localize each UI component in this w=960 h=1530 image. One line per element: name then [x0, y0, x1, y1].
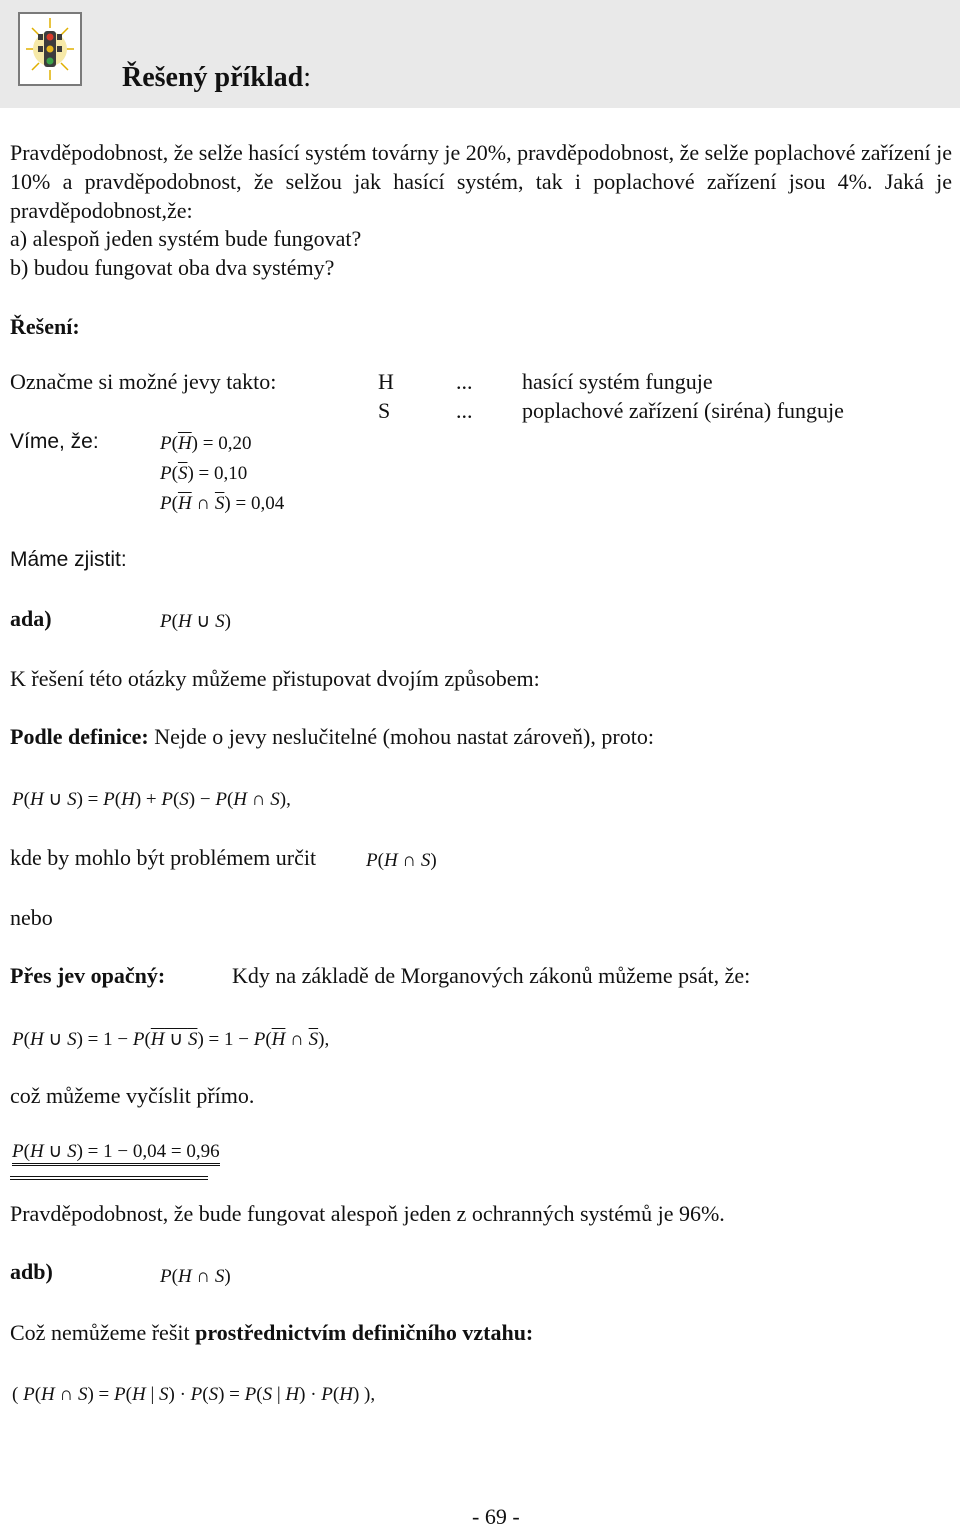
result-values: 1 − 0,04 = 0,96	[103, 1141, 220, 1162]
problem-text: kde by mohlo být problémem určit	[10, 845, 317, 870]
definition-line	[10, 724, 654, 750]
complement-label: Přes jev opačný:	[10, 963, 166, 988]
known-label: Víme, že:	[10, 430, 99, 453]
formula-de-morgan: P(H ∪ S) = 1 − P(H ∪ $S) = 1 - P(\overline{H}$ ∩ $\overline{S}$),	[12, 1029, 330, 1050]
cannot-line	[10, 1320, 533, 1346]
event-s-dots: ...	[456, 398, 473, 423]
formula-union-definition: P(H ∪ S) = P(H) + P(S) − P(H ∩ S),	[12, 789, 291, 810]
question-a: a) alespoň jeden systém bude fungovat?	[10, 226, 362, 251]
find-label: Máme zjistit:	[10, 548, 127, 571]
formula-p-intersection-b: P(H ∩ S)	[160, 1266, 231, 1287]
or-text: nebo	[10, 905, 53, 930]
cannot-text: Což nemůžeme řešit	[10, 1320, 190, 1345]
part-a-label: ada)	[10, 606, 52, 631]
conclusion-text: Pravděpodobnost, že bude fungovat alespoň jeden z ochranných systémů je 96%.	[10, 1201, 725, 1226]
events-intro: Označme si možné jevy takto:	[10, 369, 277, 394]
complement-text: Kdy na základě de Morganových zákonů můžeme psát, že:	[232, 963, 751, 988]
page-title: Řešený příklad:	[122, 62, 312, 93]
event-h-symbol: H	[378, 369, 394, 394]
question-b: b) budou fungovat oba dva systémy?	[10, 255, 335, 280]
example-badge	[18, 12, 82, 86]
page-number: - 69 -	[472, 1504, 520, 1529]
event-h-dots: ...	[456, 369, 473, 394]
traffic-light-icon	[20, 14, 80, 84]
result-double-rule	[10, 1176, 208, 1180]
solution-heading: Řešení:	[10, 314, 80, 339]
formula-p-not-h-and-not-s: $P(\overline{H}$ ∩ $\overline{S}) = 0,04$	[160, 493, 285, 514]
formula-result: P(H ∪ S) = 1 − 0,04 = 0,96	[12, 1140, 220, 1163]
formula-p-not-s: $P(\overline{S}) = 0,10$	[160, 463, 248, 484]
part-b-label: adb)	[10, 1259, 53, 1284]
event-h-desc: hasící systém funguje	[522, 369, 713, 394]
formula-p-union: P(H ∪ S)	[160, 611, 231, 632]
formula-conditional: ( P(H ∩ S) = P(H | S) · P(S) = P(S | H) · P(H) ),	[12, 1384, 376, 1405]
definition-text: Nejde o jevy neslučitelné (mohou nastat zároveň), proto:	[154, 724, 654, 749]
example-header	[0, 0, 960, 108]
definition-label: Podle definice:	[10, 724, 149, 749]
known-value-2: 0,10	[213, 463, 248, 484]
event-s-desc: poplachové zařízení (siréna) funguje	[522, 398, 844, 423]
event-s-symbol: S	[378, 398, 391, 423]
known-value-3: 0,04	[250, 493, 285, 514]
formula-p-intersection: P(H ∩ S)	[366, 850, 437, 871]
problem-statement: Pravděpodobnost, že selže hasící systém továrny je 20%, pravděpodobnost, že selže poplachové zařízení je 10% a pravděpodobnost, že selžou jak hasící systém, tak i poplachové zařízení jsou 4%. Jaká je pravděpodobnost,že:	[10, 140, 953, 223]
formula-p-not-h: $P(\overline{H}) = 0,20$	[160, 433, 252, 454]
approach-intro: K řešení této otázky můžeme přistupovat dvojím způsobem:	[10, 666, 540, 691]
cannot-bold: prostřednictvím definičního vztahu:	[195, 1320, 534, 1345]
known-value-1: 0,20	[218, 433, 252, 454]
direct-text: což můžeme vyčíslit přímo.	[10, 1083, 255, 1108]
